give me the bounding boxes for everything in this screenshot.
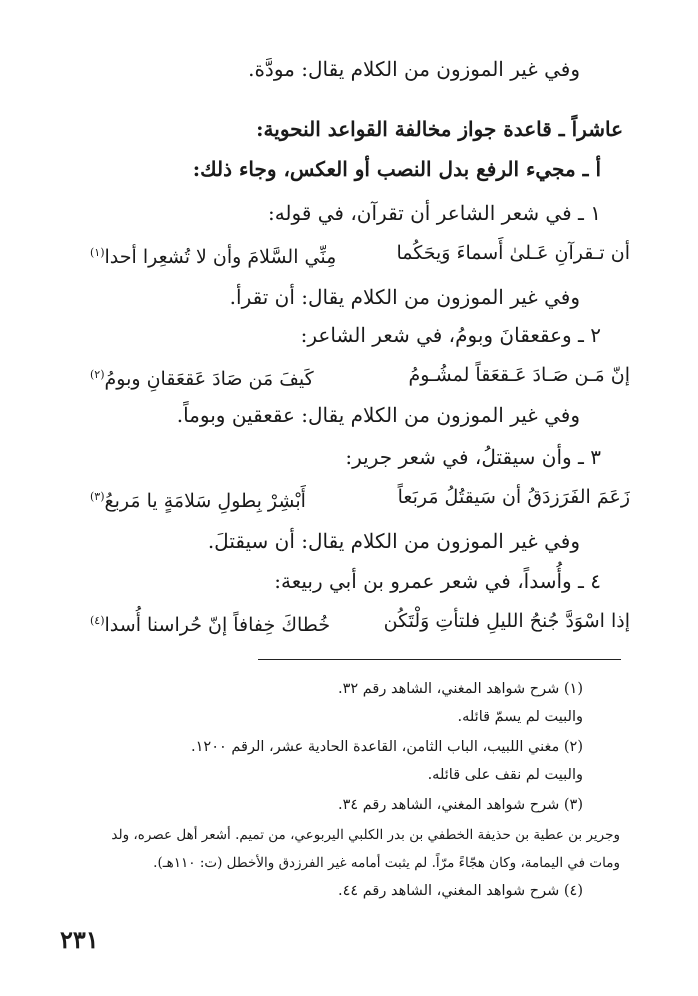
- verse-1: [90, 238, 630, 272]
- text-line-1: وفي غير الموزون من الكلام يقال: مودَّة.: [248, 57, 580, 81]
- verse-2-second-hemistich: كَيفَ مَن صَادَ عَقعَقانِ وبومُ$^{(٢)}$: [90, 368, 314, 391]
- verse-4-first-hemistich: إذا اسْوَدَّ جُنحُ الليلِ فلتأتِ وَلْتَكُن: [383, 610, 630, 632]
- footnote-4: (٤) شرح شواهد المغني، الشاهد رقم ٤٤.: [337, 883, 583, 899]
- verse-1-second-hemistich: مِنِّي السَّلامَ وأن لا تُشعِرا أحدا$^{(١)}$: [90, 246, 337, 269]
- text-line-6: ٢ ـ وعقعقانَ وبومُ، في شعر الشاعر:: [300, 323, 601, 347]
- footnote-3-bio-line-2: ومات في اليمامة، وكان هجّاءً مرّاً. لم يثبت أمامه غير الفرزدق والأخطل (ت: ١١٠هـ).: [153, 855, 620, 871]
- text-line-4: ١ ـ في شعر الشاعر أن تقرآن، في قوله:: [267, 201, 601, 225]
- verse-3-first-hemistich: زَعَمَ الفَرَزدَقُ أن سَيقتُلُ مَربَعاً: [397, 486, 630, 508]
- text-line-10: ٤ ـ وأُسداً، في شعر عمرو بن أبي ربيعة:: [274, 569, 601, 593]
- subsection-heading: أ ـ مجيء الرفع بدل النصب أو العكس، وجاء ذلك:: [192, 157, 601, 181]
- verse-3: [90, 482, 630, 516]
- footnote-2-note: والبيت لم نقف على قائله.: [427, 767, 583, 783]
- footnote-mark-4: (٤): [90, 614, 105, 627]
- footnote-1-note: والبيت لم يسمّ قائله.: [457, 709, 583, 725]
- footnote-3-bio-line-1: وجرير بن عطية بن حذيفة الخطفي بن بدر الكلبي اليربوعي، من تميم. أشعر أهل عصره، ولد: [111, 827, 620, 843]
- page-number: ٢٣١: [60, 925, 99, 954]
- footnote-3: (٣) شرح شواهد المغني، الشاهد رقم ٣٤.: [337, 797, 583, 813]
- verse-2-first-hemistich: إنّ مَـن صَـادَ عَـقعَقاً لمشُـومُ: [408, 364, 630, 386]
- verse-3-second-hemistich: أَبْشِرْ بِطولِ سَلامَةٍ يا مَربعُ$^{(٣)}$: [90, 490, 306, 513]
- footnote-mark-3: (٣): [90, 490, 105, 503]
- section-heading: عاشراً ـ قاعدة جواز مخالفة القواعد النحوية:: [256, 117, 623, 141]
- text-line-7: وفي غير الموزون من الكلام يقال: عقعقين وبوماً.: [176, 403, 580, 427]
- verse-4-second-hemistich: خُطاكَ خِفافاً إنّ حُراسنا أُسدا$^{(٤)}$: [90, 614, 331, 637]
- footnote-divider: [258, 659, 621, 660]
- footnote-2: (٢) مغني اللبيب، الباب الثامن، القاعدة الحادية عشر، الرقم ١٢٠٠.: [191, 739, 583, 755]
- text-line-8: ٣ ـ وأن سيقتلُ، في شعر جرير:: [345, 445, 601, 469]
- footnote-mark-1: (١): [90, 246, 105, 259]
- text-line-5: وفي غير الموزون من الكلام يقال: أن تقرأ.: [229, 285, 580, 309]
- footnote-1: (١) شرح شواهد المغني، الشاهد رقم ٣٢.: [337, 681, 583, 697]
- verse-1-first-hemistich: أن تـقرآنِ عَـلىٰ أَسماءَ وَيحَكُما: [396, 242, 630, 264]
- text-line-9: وفي غير الموزون من الكلام يقال: أن سيقتلَ.: [207, 529, 580, 553]
- footnote-mark-2: (٢): [90, 368, 105, 381]
- verse-2: [90, 360, 630, 394]
- verse-4: [90, 606, 630, 640]
